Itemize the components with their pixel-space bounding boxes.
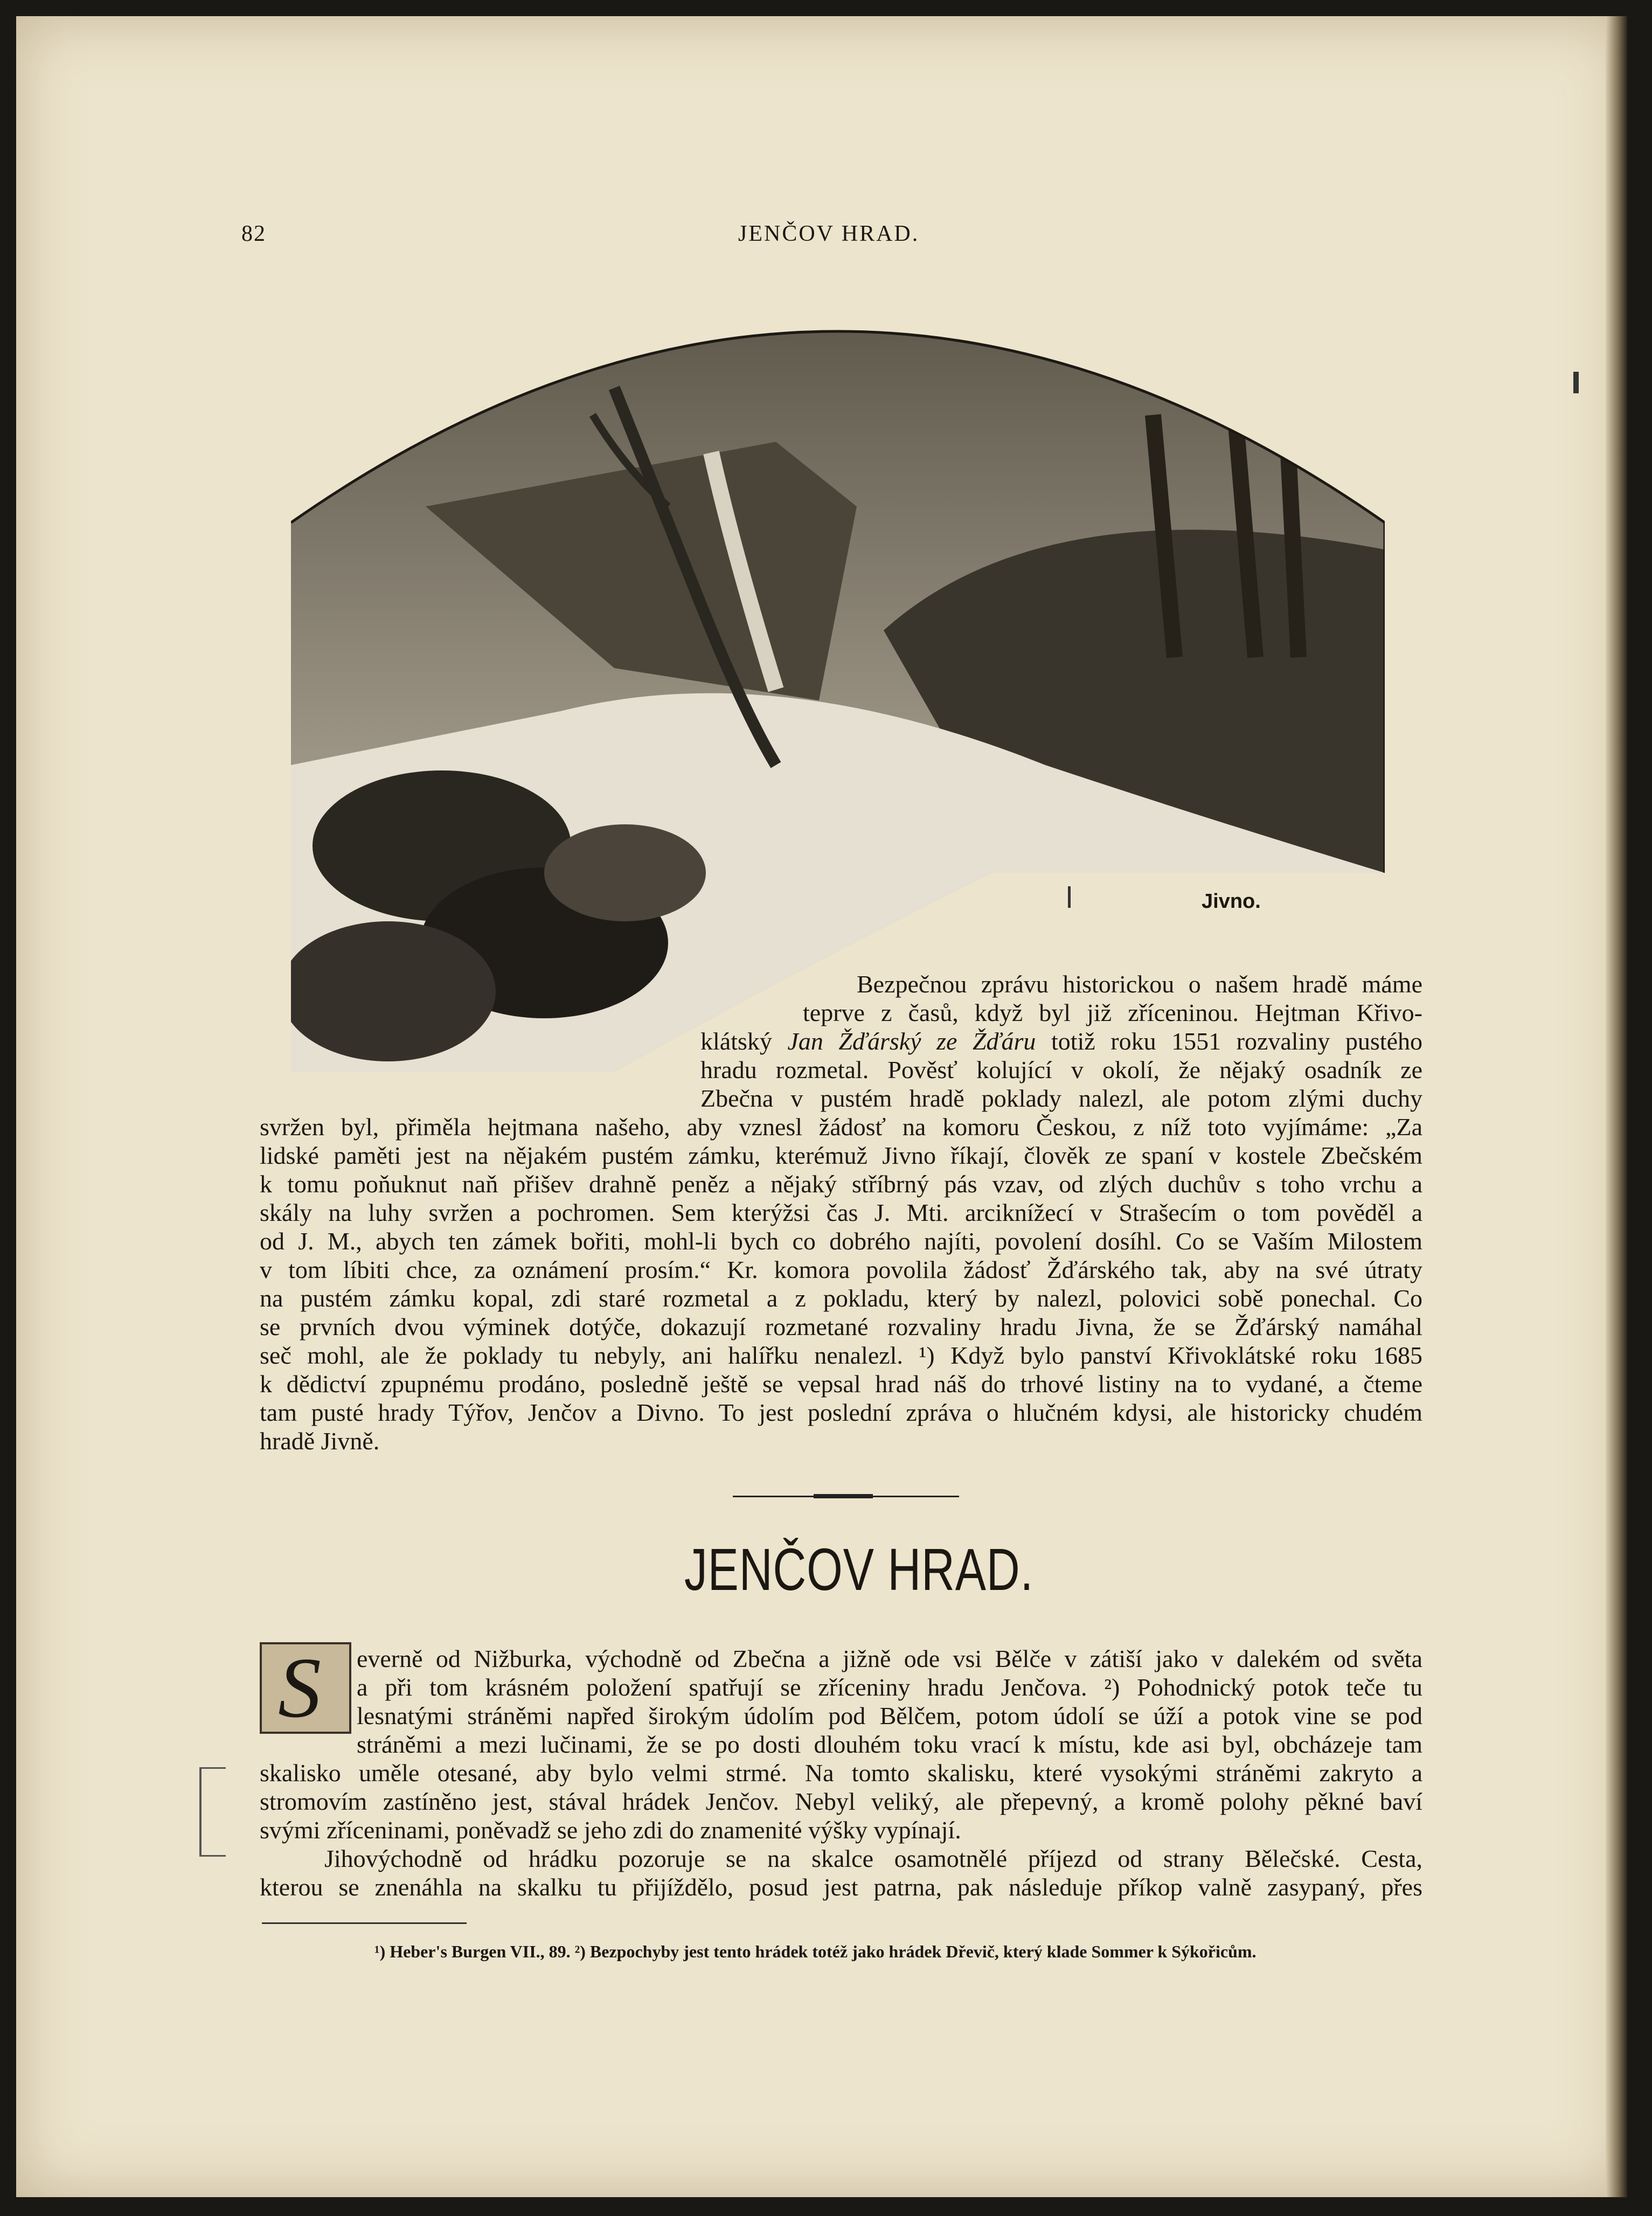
- text-segment: totiž roku 1551 rozvaliny pustého: [1036, 1027, 1422, 1055]
- text-line: od J. M., abych ten zámek bořiti, mohl-li bych co dobrého najíti, povolení dosíhl. Co se Vaším Milostem: [260, 1227, 1422, 1255]
- book-page: [16, 16, 1627, 2197]
- footnote-rule: [262, 1922, 467, 1924]
- footnotes: ¹) Heber's Burgen VII., 89. ²) Bezpochyby jest tento hrádek totéž jako hrádek Dřevič, který klade Sommer k Sýkořicům.: [374, 1942, 1257, 1961]
- margin-bracket: [199, 1767, 226, 1857]
- text-line: Bezpečnou zprávu historickou o našem hradě máme: [857, 970, 1422, 998]
- text-line: seč mohl, ale že poklady tu nebyly, ani halířku nenalezl. ¹) Když bylo panství Křivoklátské roku 1685: [260, 1342, 1422, 1369]
- italic-name: Jan Žďárský ze Žďáru: [787, 1027, 1036, 1055]
- text-line: v tom líbiti chce, za oznámení prosím.“ Kr. komora povolila žádosť Žďárského tak, aby na své útraty: [260, 1256, 1422, 1283]
- text-line: na pustém zámku kopal, zdi staré rozmetal a z pokladu, který by nalezl, polovici sobě ponechal. Co: [260, 1284, 1422, 1312]
- text-line: se prvních dvou výminek dotýče, dokazují rozmetané rozvaliny hradu Jivna, že se Žďárský namáhal: [260, 1313, 1422, 1340]
- margin-mark: [1573, 372, 1579, 393]
- text-line: svými zříceninami, poněvadž se jeho zdi do znamenité výšky vypínají.: [260, 1816, 961, 1844]
- text-line: stromovím zastíněno jest, stával hrádek Jenčov. Nebyl veliký, ale přepevný, a kromě polohy pěkné baví: [260, 1788, 1422, 1815]
- text-line: svržen byl, přiměla hejtmana našeho, aby vznesl žádosť na komoru Českou, z níž toto vyjímáme: „Za: [260, 1113, 1422, 1141]
- text-line: lidské paměti jest na nějakém pustém zámku, kterémuž Jivno říkají, člověk ze spaní v kostele Zbečském: [260, 1142, 1422, 1169]
- text-line: skalisko uměle otesané, aby bylo velmi strmé. Na tomto skalisku, které vysokými stráněmi zakryto a: [260, 1759, 1422, 1787]
- paragraph-4: [260, 1844, 1422, 1901]
- drop-cap-letter: S: [278, 1640, 321, 1735]
- text-line: a při tom krásném položení spatřují se zříceniny hradu Jenčova. ²) Pohodnický potok teče tu: [357, 1673, 1422, 1701]
- page-number: 82: [241, 221, 266, 246]
- page-spine-edge: [1606, 16, 1627, 2197]
- text-line: lesnatými stráněmi napřed širokým údolím pod Bělčem, potom údolí se úží a potok vine se pod: [357, 1702, 1422, 1729]
- paragraph-3-indented: [357, 1644, 1422, 1759]
- section-divider-accent: [814, 1494, 873, 1498]
- text-segment: klátský: [700, 1027, 788, 1055]
- text-line: k tomu poňuknut naň přišev drahně peněz a nějaký stříbrný pás vzav, od zlých duchův s toho vrchu a: [260, 1170, 1422, 1198]
- text-line: Jihovýchodně od hrádku pozoruje se na skalce osamotnělé příjezd od strany Bělečské. Cesta,: [324, 1845, 1422, 1872]
- running-head: JENČOV HRAD.: [738, 221, 920, 246]
- text-line: everně od Nižburka, východně od Zbečna a jižně ode vsi Bělče v zátiší jako v dalekém od světa: [357, 1645, 1422, 1672]
- text-line: Zbečna v pustém hradě poklady nalezl, ale potom zlými duchy: [700, 1085, 1422, 1112]
- section-title: JENČOV HRAD.: [684, 1537, 1034, 1603]
- text-line: kterou se znenáhla na skalku tu přijíždělo, posud jest patrna, pak následuje příkop valně zasypaný, přes: [260, 1873, 1422, 1901]
- paragraph-2: [260, 1113, 1422, 1455]
- illustration-tick: [1068, 886, 1071, 908]
- text-line: skály na luhy svržen a pochromen. Sem kterýžsi čas J. Mti. arciknížecí v Strašecím o tom pověděl a: [260, 1199, 1422, 1226]
- drop-cap-ornament: [260, 1642, 351, 1734]
- text-line: stráněmi a mezi lučinami, že se po dosti dlouhém toku vrací k místu, kde asi byl, obcházeje tam: [357, 1731, 1422, 1758]
- text-line: hradu rozmetal. Pověsť kolující v okolí, že nějaký osadník ze: [700, 1056, 1422, 1083]
- text-line: teprve z časů, když byl již zříceninou. Hejtman Křivo-: [803, 999, 1422, 1026]
- text-line-italic-name: [700, 1027, 1422, 1055]
- text-line: tam pusté hrady Týřov, Jenčov a Divno. To jest poslední zpráva o hlučném kdysi, ale historicky chudém: [260, 1399, 1422, 1426]
- illustration-caption: Jivno.: [1202, 890, 1261, 913]
- paragraph-3: [260, 1759, 1422, 1844]
- paragraph-1a: [857, 970, 1422, 998]
- text-line: hradě Jivně.: [260, 1427, 380, 1455]
- paragraph-1c: [700, 1027, 1422, 1113]
- jivno-illustration: [291, 280, 1385, 1072]
- paragraph-1b: [803, 998, 1422, 1027]
- text-line: k dědictví zpupnému prodáno, posledně ještě se vepsal hrad náš do trhové listiny na to vydané, a čteme: [260, 1370, 1422, 1398]
